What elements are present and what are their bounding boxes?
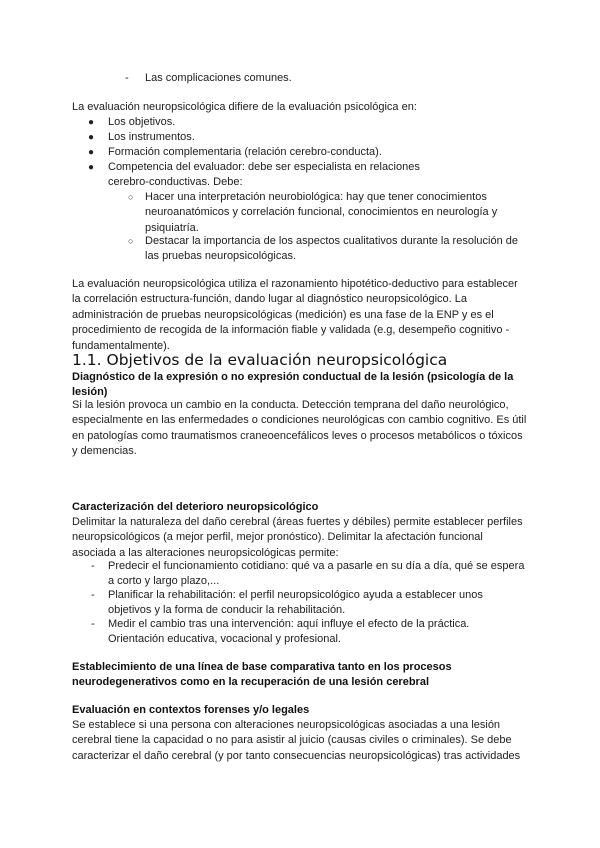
dash-marker: - [91, 618, 95, 630]
list-item-text: Los instrumentos. [108, 131, 195, 143]
dash-marker: - [91, 560, 95, 572]
list-item-text: Formación complementaria (relación cerebro-conducta). [108, 146, 382, 158]
dash-item-predict [91, 559, 528, 590]
dash-marker: - [91, 589, 95, 601]
sub-item-interpretation [128, 190, 528, 236]
bullet-item-instruments [88, 130, 528, 145]
forensic-heading: Evaluación en contextos forenses y/o legales [72, 704, 310, 716]
list-item [125, 71, 525, 86]
bullet-icon: ● [88, 132, 95, 143]
list-item-text: Planificar la rehabilitación: el perfil neuropsicológico ayuda a establecer unos objetivos y la forma de conducir la rehabilitación. [108, 589, 483, 617]
dash-marker: - [125, 72, 129, 84]
section-heading: 1.1. Objetivos de la evaluación neuropsicológica [72, 351, 448, 369]
bullet-item-objectives [88, 115, 528, 130]
bullet-item-training [88, 145, 528, 160]
bullet-item-competence [88, 160, 438, 191]
forensic-paragraph: Se establece si una persona con alteraciones neuropsicológicas asociadas a una lesión cerebral tiene la capacidad o no para asistir al juicio (causas civiles o criminales). Se debe caracterizar el daño cerebral (y por tanto consecuencias neuropsicológicas) tras actividades [72, 719, 521, 762]
sub-item-qualitative [128, 234, 528, 265]
characterization-paragraph: Delimitar la naturaleza del daño cerebral (áreas fuertes y débiles) permite establecer perfiles neuropsicológicos (a mejor perfil, mejor pronóstico). Delimitar la afectación funcional asociada a las alteraciones neuropsicológicas permite: [72, 516, 523, 559]
intro-paragraph: La evaluación neuropsicológica difiere de la evaluación psicológica en: [72, 101, 417, 113]
list-item-text: Los objetivos. [108, 116, 176, 128]
bullet-icon: ● [88, 117, 95, 128]
diagnosis-heading: Diagnóstico de la expresión o no expresión conductual de la lesión (psicología de la lesión) [72, 371, 514, 399]
diagnosis-paragraph: Si la lesión provoca un cambio en la conducta. Detección temprana del daño neurológico, especialmente en las enfermedades o condiciones neurológicas con cambio cognitivo. Es útil en patologías como traumatismos craneoencefálicos leves o procesos metabólicos o tóxicos y demencias. [72, 399, 527, 458]
characterization-heading: Caracterización del deterioro neuropsicológico [72, 501, 319, 513]
bullet-icon: ● [88, 162, 95, 173]
bullet-icon: ● [88, 147, 95, 158]
reasoning-paragraph: La evaluación neuropsicológica utiliza el razonamiento hipotético-deductivo para establecer la correlación estructura-función, dando lugar al diagnóstico neuropsicológico. La administración de pruebas neuropsicológicas (medición) es una fase de la ENP y es el procedimiento de recogida de la información fiable y validada (e.g, desempeño cognitivo - fundamentalmente). [72, 278, 518, 352]
list-item-text: Las complicaciones comunes. [145, 72, 292, 84]
list-item-text: Destacar la importancia de los aspectos cualitativos durante la resolución de las pruebas neuropsicológicas. [145, 235, 518, 263]
dash-item-measure [91, 617, 528, 648]
dash-item-plan [91, 588, 528, 619]
list-item-text: Competencia del evaluador: debe ser especialista en relaciones cerebro-conductivas. Debe: [108, 161, 420, 189]
list-item-text: Medir el cambio tras una intervención: aquí influye el efecto de la práctica. Orientación educativa, vocacional y profesional. [108, 618, 470, 646]
list-item-text: Hacer una interpretación neurobiológica: hay que tener conocimientos neuroanatómicos y correlación funcional, conocimientos en neurología y psiquiatría. [145, 191, 498, 234]
list-item-text: Predecir el funcionamiento cotidiano: qué va a pasarle en su día a día, qué se espera a corto y largo plazo,... [108, 560, 525, 588]
baseline-heading: Establecimiento de una línea de base comparativa tanto en los procesos neurodegenerativos como en la recuperación de una lesión cerebral [72, 661, 452, 689]
circle-bullet-icon: ○ [128, 236, 134, 246]
circle-bullet-icon: ○ [128, 192, 134, 202]
